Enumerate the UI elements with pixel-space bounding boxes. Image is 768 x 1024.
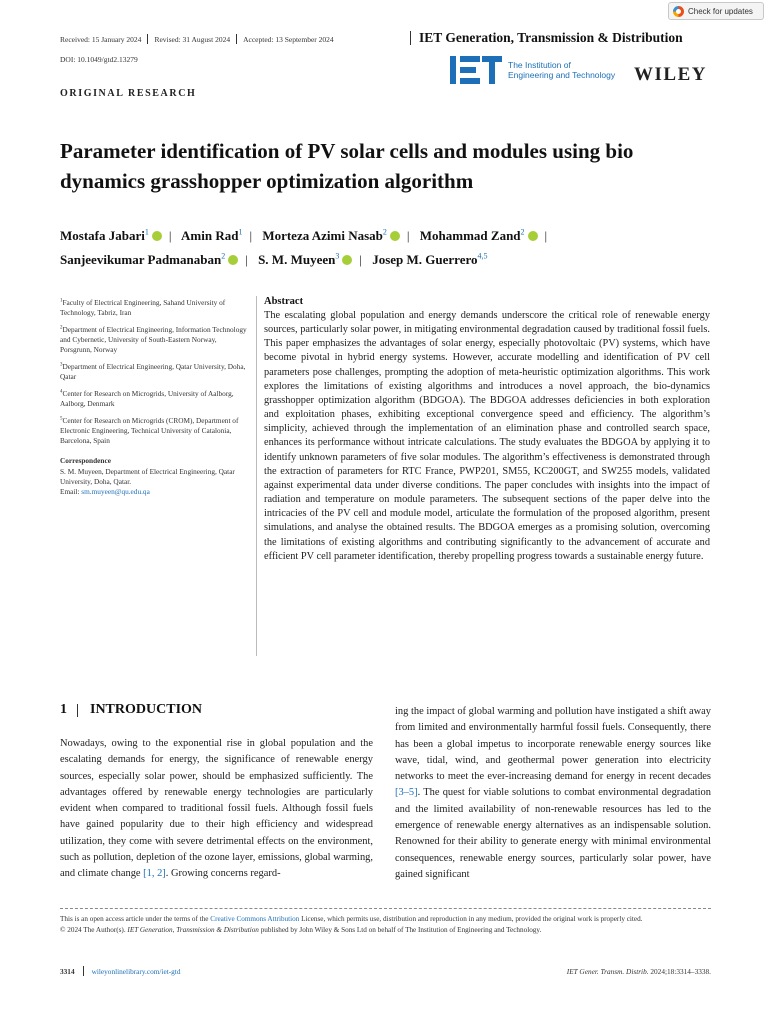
abstract (264, 296, 710, 564)
citation-link[interactable]: [3–5] (395, 787, 418, 799)
journal-name: IET Generation, Transmission & Distribution (419, 30, 683, 45)
affiliation: $^5$Center for Research on Microgrids (CROM), Department of Electronic Engineering, Technical University of Catalonia, Barcelona, Spain (60, 415, 239, 446)
divider (60, 908, 711, 909)
divider (83, 966, 84, 976)
divider (147, 34, 148, 44)
page-footer (60, 966, 711, 976)
divider (256, 296, 257, 656)
orcid-icon[interactable] (228, 255, 238, 265)
affiliation: $^4$Center for Research on Microgrids, University of Aalborg, Aalborg, Denmark (60, 388, 234, 409)
section-label: ORIGINAL RESEARCH (60, 88, 197, 99)
author[interactable]: Mostafa Jabari$^1$iD (60, 228, 162, 243)
citation-link[interactable]: [1, 2] (143, 868, 166, 880)
check-for-updates-label: Check for updates (688, 6, 753, 16)
divider (410, 31, 411, 45)
orcid-icon[interactable] (342, 255, 352, 265)
doi[interactable]: DOI: 10.1049/gtd2.13279 (60, 55, 138, 64)
iet-line-1: The Institution of (508, 60, 571, 70)
divider (236, 34, 237, 44)
citation-line: IET Gener. Transm. Distrib. 2024;18:3314–3338. (566, 966, 711, 976)
iet-line-2: Engineering and Technology (508, 70, 616, 80)
section-heading (60, 702, 202, 718)
article-dates (60, 34, 334, 44)
wiley-logo[interactable]: WILEY (634, 64, 707, 85)
correspondence-heading: Correspondence (60, 456, 111, 466)
journal-header (410, 30, 683, 46)
abstract-text: The escalating global population and energy demands underscore the critical role of renewable energy sources, particularly solar power, in mitigating environmental degradation caused by traditional fossil fuels. This paper emphasizes the advantages of solar energy, especially photovoltaic (PV) systems, which have become pivotal in hybrid energy systems. However, accurate modelling and identification of PV cell parameters pose challenges, prompting the adoption of meta-heuristic optimization algorithms. This work explores the limitations of existing algorithms and introduces a novel approach, the bio-dynamics grasshopper optimization algorithm (BDGOA). The BDGOA addresses deficiencies in both exploration and exploitation phases, exhibiting exceptional convergence speed and efficiency. The algorithm’s simplicity, achieved through the implementation of an elimination phase and controlled search space, enhances its performance without intricate calculations. The study evaluates the BDGOA by applying it to identify unknown parameters of five solar modules. The algorithm’s effectiveness is demonstrated through the extraction of parameters for RTC France, PWP201, SM55, KC200GT, and SW255 models, validated against experimental data under diverse conditions. The paper concludes with insights into the impact of radiation and temperature on module parameters. The subsequent sections of the paper delve into the intricacies of the PV cell and module model, articulate the formulation of the proposed algorithm, present simulations, and analyse the obtained results. The BDGOA emerges as a promising solution, overcoming the limitations of existing algorithms and contributing significantly to the advancement of accurate and efficient PV cell parameter identification, thereby propelling progress towards a sustainable energy future. (264, 310, 710, 562)
crossmark-icon (673, 6, 684, 17)
license-footnote: This is an open access article under the terms of the Creative Commons Attribution License, which permits use, distribution and reproduction in any medium, provided the original work is properly cited. © 2024 The Author(s). IET Generation, Transmission & Distribution published by John Wiley & Sons Ltd on behalf of The Institution of Engineering and Technology. (60, 915, 643, 934)
orcid-icon[interactable] (152, 231, 162, 241)
orcid-icon[interactable] (528, 231, 538, 241)
license-link[interactable]: Creative Commons Attribution (210, 915, 300, 923)
author[interactable]: S. M. Muyeen$^3$iD (258, 252, 352, 267)
section-number: 1 (60, 702, 67, 717)
author[interactable]: Sanjeevikumar Padmanaban$^2$iD (60, 252, 238, 267)
author-list: Mostafa Jabari$^1$iD | Amin Rad$^1$ | Morteza Azimi Nasab$^2$iD | Mohammad Zand$^2$iD | Sanjeevikumar Padmanaban$^2$iD | S. M. Muyeen$^3$iD | Josep M. Guerrero$^{4,5}$ (60, 224, 720, 272)
affiliation: $^1$Faculty of Electrical Engineering, Sahand University of Technology, Tabriz, Iran (60, 298, 226, 318)
page-number: 3314 (60, 966, 75, 976)
author[interactable]: Amin Rad$^1$ (181, 227, 243, 243)
orcid-icon[interactable] (390, 231, 400, 241)
check-for-updates-button[interactable] (668, 2, 764, 20)
author[interactable]: Morteza Azimi Nasab$^2$iD (262, 228, 400, 243)
iet-logo-text (508, 60, 615, 80)
body-column-right: ing the impact of global warming and pollution have instigated a shift away from limited and environmentally harmful fossil fuels. Consequently, there has been a global impetus to incorporate renewable energy sources like wave, tidal, wind, and geothermal power generation into electricity networks to meet the ever-increasing demand for energy in recent decades [3–5]. The quest for viable solutions to combat environmental degradation and the limited availability of non-renewable resources has led to the emergence of renewable energy alternatives as an indispensable solution. Renowned for their ability to generate energy with minimal environmental consequences, renewable energy sources, particularly solar power, have gained significant (395, 706, 711, 880)
revised-date: Revised: 31 August 2024 (154, 34, 231, 44)
iet-mark-icon (450, 56, 502, 84)
article-title: Parameter identification of PV solar cells and modules using bio dynamics grasshopper optimization algorithm (60, 139, 634, 193)
divider (77, 704, 78, 717)
body-column-left: Nowadays, owing to the exponential rise in global population and the escalating demands for energy, the significance of renewable energy sources, especially solar power, should be emphasized sufficiently. The advantages offered by renewable energy technologies are particularly evident when compared to traditional fossil fuels. Although fossil fuels have gained popularity due to their high efficiency and widespread utilization, they come with severe detrimental effects on the environment, such as pollution, depletion of the ozone layer, emissions, global warming, and climate change [1, 2]. Growing concerns regard- (60, 738, 373, 880)
author[interactable]: Josep M. Guerrero$^{4,5}$ (372, 251, 488, 267)
received-date: Received: 15 January 2024 (60, 34, 142, 44)
journal-url-link[interactable]: wileyonlinelibrary.com/iet-gtd (91, 966, 181, 976)
affiliations (60, 298, 250, 504)
abstract-heading: Abstract (264, 296, 304, 307)
author[interactable]: Mohammad Zand$^2$iD (420, 228, 538, 243)
affiliation: $^2$Department of Electrical Engineering, Information Technology and Cybernetic, University of South-Eastern Norway, Porsgrunn, Norway (60, 324, 247, 355)
accepted-date: Accepted: 13 September 2024 (243, 34, 334, 44)
correspondence-text: S. M. Muyeen, Department of Electrical Engineering, Qatar University, Doha, Qatar. Email: sm.muyeen@qu.edu.qa (60, 466, 235, 497)
email-link[interactable]: sm.muyeen@qu.edu.qa (81, 487, 150, 497)
affiliation: $^3$Department of Electrical Engineering, Qatar University, Doha, Qatar (60, 362, 246, 382)
iet-logo[interactable] (450, 56, 615, 84)
section-title: INTRODUCTION (90, 702, 203, 717)
